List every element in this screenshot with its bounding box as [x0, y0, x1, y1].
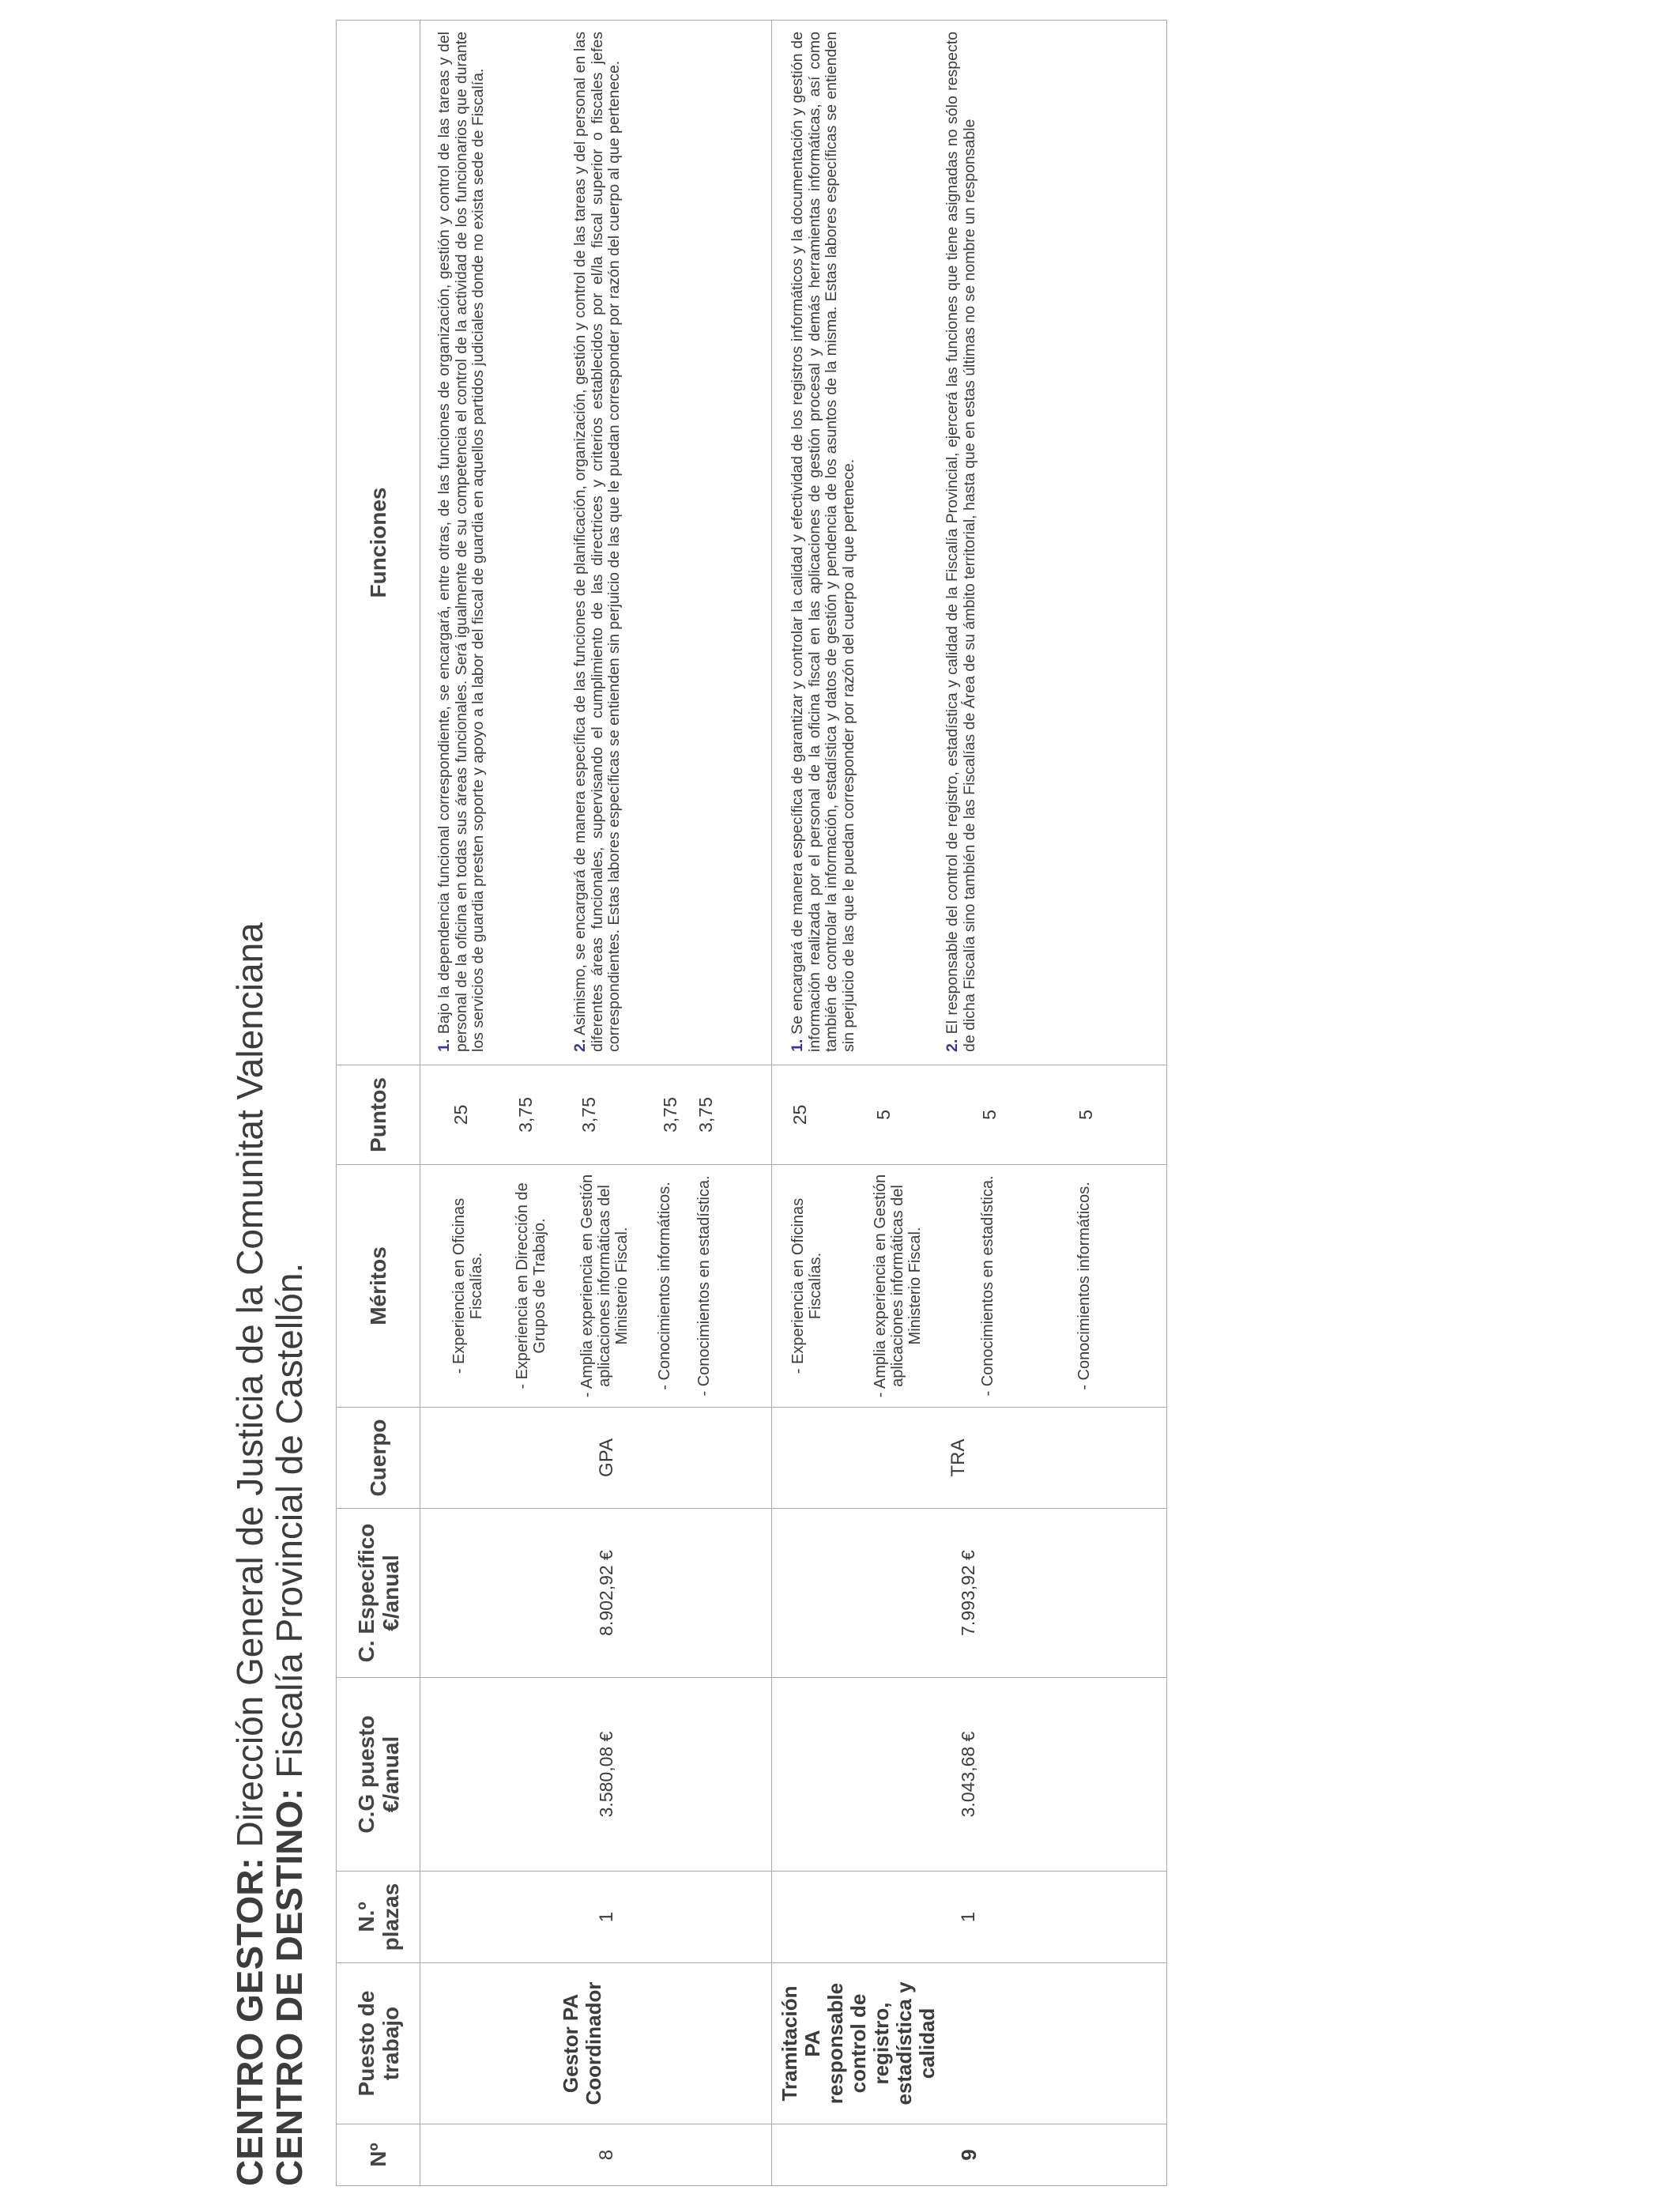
merito-item: - Conocimientos informáticos.	[656, 1182, 673, 1390]
row-cg: 3.043,68 €	[958, 1731, 978, 1818]
table-row	[772, 21, 1167, 2186]
merito-item: - Amplia experiencia en Gestión aplicaciones informáticas del Ministerio Fiscal.	[872, 1174, 924, 1398]
row-puntos-cell	[772, 1065, 1167, 1165]
puestos-table	[336, 20, 1167, 2186]
row-cg-cell	[772, 1678, 1167, 1872]
row-puesto-cell	[420, 1963, 772, 2124]
funcion-number: 1.	[435, 1039, 453, 1052]
row-cuerpo-cell	[420, 1408, 772, 1509]
puntos-item: 5	[873, 1110, 894, 1120]
row-ce-cell	[420, 1509, 772, 1678]
funcion-text: El responsable del control de registro, estadística y calidad de la Fiscalía Provincial, ejercerá las funciones que tiene asignadas no sólo respecto de dicha Fiscalía sino también de las Fiscalías de Área de su ámbito territorial, hasta que en estas últimas no se nombre un responsable	[944, 32, 978, 1052]
row-puesto: Gestor PA Coordinador	[559, 1981, 605, 2105]
row-plazas: 1	[958, 1911, 979, 1923]
row-funciones-cell	[772, 21, 1167, 1065]
header-funciones: Funciones	[337, 21, 420, 1065]
funcion-number: 1.	[789, 1039, 806, 1052]
header-plazas: N.º plazas	[337, 1872, 420, 1963]
header-num: Nº	[337, 2124, 420, 2186]
row-plazas: 1	[596, 1911, 617, 1923]
row-puesto-cell	[772, 1963, 1167, 2124]
puntos-item: 3,75	[695, 1097, 716, 1133]
row-num: 9	[957, 2149, 981, 2161]
centro-destino-value: Fiscalía Provincial de Castellón.	[269, 1262, 310, 1789]
funcion-paragraph	[789, 21, 857, 1065]
puntos-item: 5	[979, 1110, 1000, 1120]
row-meritos-cell	[772, 1165, 1167, 1408]
row-ce-cell	[772, 1509, 1167, 1678]
funcion-paragraph	[944, 21, 978, 1065]
funcion-paragraph	[436, 21, 488, 1065]
row-puesto: Tramitación PA responsable control de registro, estadística y calidad	[778, 1981, 939, 2105]
row-puntos-cell	[420, 1065, 772, 1165]
row-plazas-cell	[420, 1872, 772, 1963]
puntos-item: 3,75	[578, 1097, 599, 1133]
row-funciones-cell	[420, 21, 772, 1065]
header-cg: C.G puesto €/anual	[337, 1678, 420, 1872]
merito-item: - Experiencia en Oficinas Fiscalías.	[789, 1197, 824, 1374]
merito-item: - Amplia experiencia en Gestión aplicaciones informáticas del Ministerio Fiscal.	[578, 1174, 631, 1398]
centro-destino-label: CENTRO DE DESTINO:	[269, 1788, 310, 2186]
puntos-item: 25	[450, 1104, 471, 1125]
header-meritos: Méritos	[337, 1165, 420, 1408]
header-ce: C. Específico €/anual	[337, 1509, 420, 1678]
table-header-row	[337, 21, 420, 2186]
centro-gestor-label: CENTRO GESTOR:	[229, 1857, 270, 2186]
row-num-cell	[420, 2124, 772, 2186]
merito-item: - Conocimientos en estadística.	[695, 1175, 713, 1397]
row-plazas-cell	[772, 1872, 1167, 1963]
header-puntos: Puntos	[337, 1065, 420, 1165]
row-cuerpo-cell	[772, 1408, 1167, 1509]
merito-item: - Conocimientos en estadística.	[979, 1175, 996, 1397]
table-row	[420, 21, 772, 2186]
merito-item: - Experiencia en Dirección de Grupos de Trabajo.	[514, 1182, 548, 1389]
funcion-number: 2.	[571, 1039, 589, 1052]
header-puesto: Puesto de trabajo	[337, 1963, 420, 2124]
row-cuerpo: GPA	[596, 1438, 617, 1477]
centro-gestor-value: Dirección General de Justicia de la Comunitat Valenciana	[229, 922, 270, 1858]
puntos-item: 5	[1075, 1110, 1096, 1120]
funcion-text: Asimismo, se encargará de manera específica de las funciones de planificación, organización, gestión y control de las tareas y del personal en las diferentes áreas funcionales, supervisando el cumplimiento de las directrices y criterios establecidos por el/la fiscal superior o fiscales jefes correspondientes. Estas labores específicas se entienden sin perjuicio de las que le puedan corresponder por razón del cuerpo al que pertenece.	[571, 32, 623, 1052]
row-ce: 8.902,92 €	[596, 1550, 616, 1636]
row-meritos-cell	[420, 1165, 772, 1408]
funcion-text: Se encargará de manera específica de garantizar y controlar la calidad y efectividad de los registros informáticos y la documentación y gestión de información realizada por el personal de la oficina fiscal en las aplicaciones de gestión procesal y demás herramientas informáticas, así como también de controlar la información, estadística y datos de gestión y pendencia de los asuntos de la misma. Estas labores específicas se entienden sin perjuicio de las que le puedan corresponder por razón del cuerpo al que pertenece.	[789, 32, 857, 1052]
centro-gestor-line	[229, 922, 270, 2186]
row-cuerpo: TRA	[947, 1438, 969, 1477]
merito-item: - Conocimientos informáticos.	[1075, 1182, 1093, 1390]
row-cg-cell	[420, 1678, 772, 1872]
puntos-item: 3,75	[515, 1097, 536, 1133]
funcion-paragraph	[572, 21, 623, 1065]
funcion-text: Bajo la dependencia funcional correspondiente, se encargará, entre otras, de las funciones de organización, gestión y control de las tareas y del personal de la oficina en todas sus áreas funcionales. Será igualmente de su competencia el control de la actividad de los funcionarios que durante los servicios de guardia presten soporte y apoyo a la labor del fiscal de guardia en aquellos partidos judiciales donde no exista sede de Fiscalía.	[435, 32, 487, 1052]
row-num: 8	[596, 2149, 617, 2161]
puntos-item: 3,75	[660, 1097, 680, 1133]
row-num-cell	[772, 2124, 1167, 2186]
merito-item: - Experiencia en Oficinas Fiscalías.	[450, 1197, 485, 1374]
centro-destino-line	[269, 1263, 310, 2186]
puntos-item: 25	[789, 1104, 810, 1125]
row-cg: 3.580,08 €	[596, 1731, 616, 1818]
header-cuerpo: Cuerpo	[337, 1408, 420, 1509]
funcion-number: 2.	[944, 1039, 961, 1052]
row-ce: 7.993,92 €	[958, 1550, 978, 1636]
